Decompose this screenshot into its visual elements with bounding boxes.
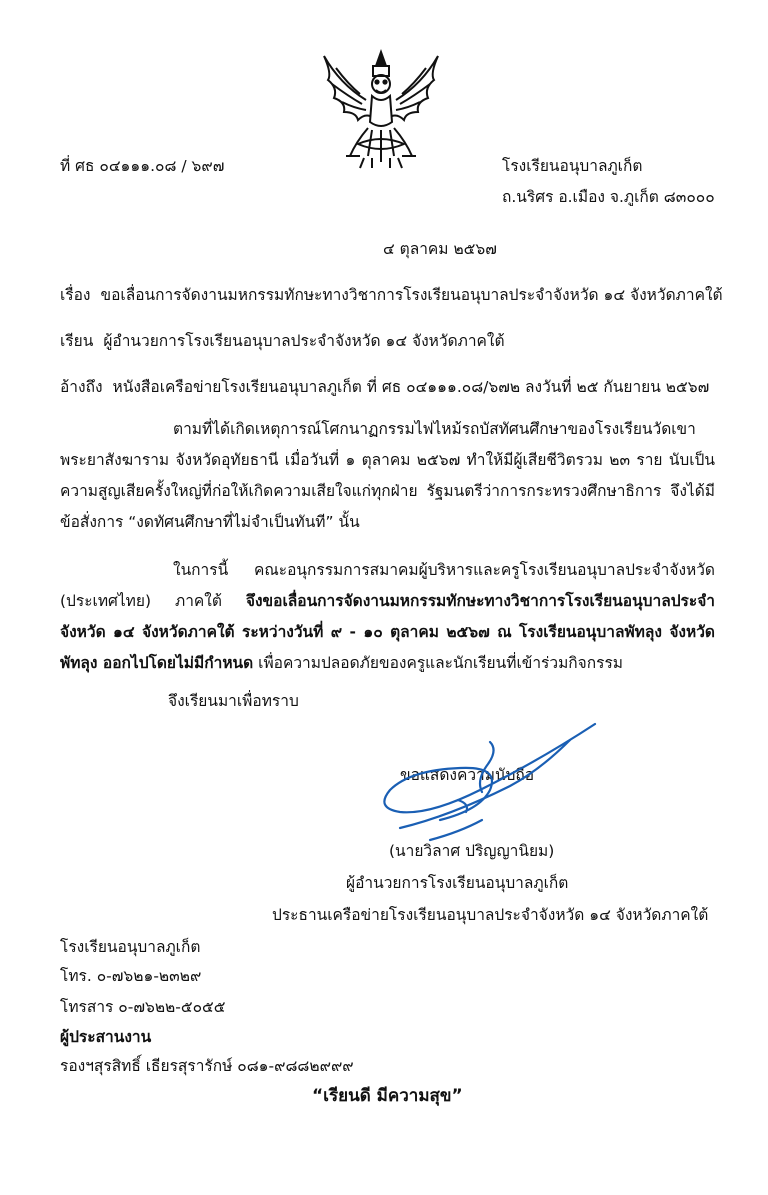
body-paragraph-2-tail: เพื่อความปลอดภัยของครูและนักเรียนที่เข้าร่วมกิจกรรม <box>253 654 624 672</box>
footer-phone: โทร. ๐-๗๖๒๑-๒๓๒๙ <box>60 967 202 985</box>
subject-text: ขอเลื่อนการจัดงานมหกรรมทักษะทางวิชาการโรงเรียนอนุบาลประจำจังหวัด ๑๔ จังหวัดภาคใต้ <box>100 286 723 304</box>
reference-line <box>60 374 709 399</box>
footer-school: โรงเรียนอนุบาลภูเก็ต <box>60 938 201 956</box>
handwritten-signature <box>370 720 600 850</box>
school-address: ถ.นริศร อ.เมือง จ.ภูเก็ต ๘๓๐๐๐ <box>502 188 715 206</box>
reference-text: หนังสือเครือข่ายโรงเรียนอนุบาลภูเก็ต ที่ ศธ ๐๔๑๑๑.๐๘/๖๗๒ ลงวันที่ ๒๕ กันยายน ๒๕๖๗ <box>112 378 710 396</box>
signer-position-1: ผู้อำนวยการโรงเรียนอนุบาลภูเก็ต <box>346 874 569 892</box>
footer-coordinator-label: ผู้ประสานงาน <box>60 1028 152 1046</box>
closing-line: จึงเรียนมาเพื่อทราบ <box>168 692 299 710</box>
body-paragraph-2 <box>60 555 715 679</box>
body-paragraph-2-bold: จึงขอเลื่อนการจัดงานมหกรรมทักษะทางวิชาการโรงเรียนอนุบาลประจำจังหวัด ๑๔ จังหวัดภาคใต้ ระหว่างวันที่ ๙ - ๑๐ ตุลาคม ๒๕๖๗ ณ โรงเรียนอนุบาลพัทลุง จังหวัดพัทลุง ออกไปโดยไม่มีกำหนด <box>60 592 715 672</box>
footer-coordinator: รองฯสุรสิทธิ์ เธียรสุรารักษ์ ๐๘๑-๙๘๘๒๙๙๙ <box>60 1057 354 1075</box>
recipient-line <box>60 328 505 353</box>
body-paragraph-2-intro: ในการนี้ คณะอนุกรรมการสมาคมผู้บริหารและครูโรงเรียนอนุบาลประจำจังหวัด (ประเทศไทย) ภาคใต้ <box>60 561 715 610</box>
school-name: โรงเรียนอนุบาลภูเก็ต <box>502 157 643 175</box>
recipient-label: เรียน <box>60 332 94 350</box>
letter-date: ๔ ตุลาคม ๒๕๖๗ <box>383 240 497 258</box>
reference-number: ที่ ศธ ๐๔๑๑๑.๐๘ / ๖๙๗ <box>60 157 225 175</box>
signer-position-2: ประธานเครือข่ายโรงเรียนอนุบาลประจำจังหวัด ๑๔ จังหวัดภาคใต้ <box>272 906 709 924</box>
body-paragraph-1-text: ตามที่ได้เกิดเหตุการณ์โศกนาฏกรรมไฟไหม้รถบัสทัศนศึกษาของโรงเรียนวัดเขาพระยาสังฆาราม จังหวัดอุทัยธานี เมื่อวันที่ ๑ ตุลาคม ๒๕๖๗ ทำให้มีผู้เสียชีวิตรวม ๒๓ ราย นับเป็นความสูญเสียครั้งใหญ่ที่ก่อให้เกิดความเสียใจแก่ทุกฝ่าย รัฐมนตรีว่าการกระทรวงศึกษาธิการ จึงได้มีข้อสั่งการ “งดทัศนศึกษาที่ไม่จำเป็นทันที” นั้น <box>60 420 715 531</box>
signer-name: (นายวิลาศ ปริญญานิยม) <box>389 842 555 860</box>
garuda-emblem-icon <box>318 44 444 174</box>
footer-fax: โทรสาร ๐-๗๖๒๒-๕๐๕๕ <box>60 998 226 1016</box>
subject-label: เรื่อง <box>60 286 91 304</box>
body-paragraph-1 <box>60 414 715 538</box>
regards-text: ขอแสดงความนับถือ <box>400 766 535 784</box>
recipient-text: ผู้อำนวยการโรงเรียนอนุบาลประจำจังหวัด ๑๔ จังหวัดภาคใต้ <box>103 332 505 350</box>
subject-line <box>60 282 723 307</box>
reference-label: อ้างถึง <box>60 378 103 396</box>
school-motto: “เรียนดี มีความสุข” <box>312 1086 463 1106</box>
